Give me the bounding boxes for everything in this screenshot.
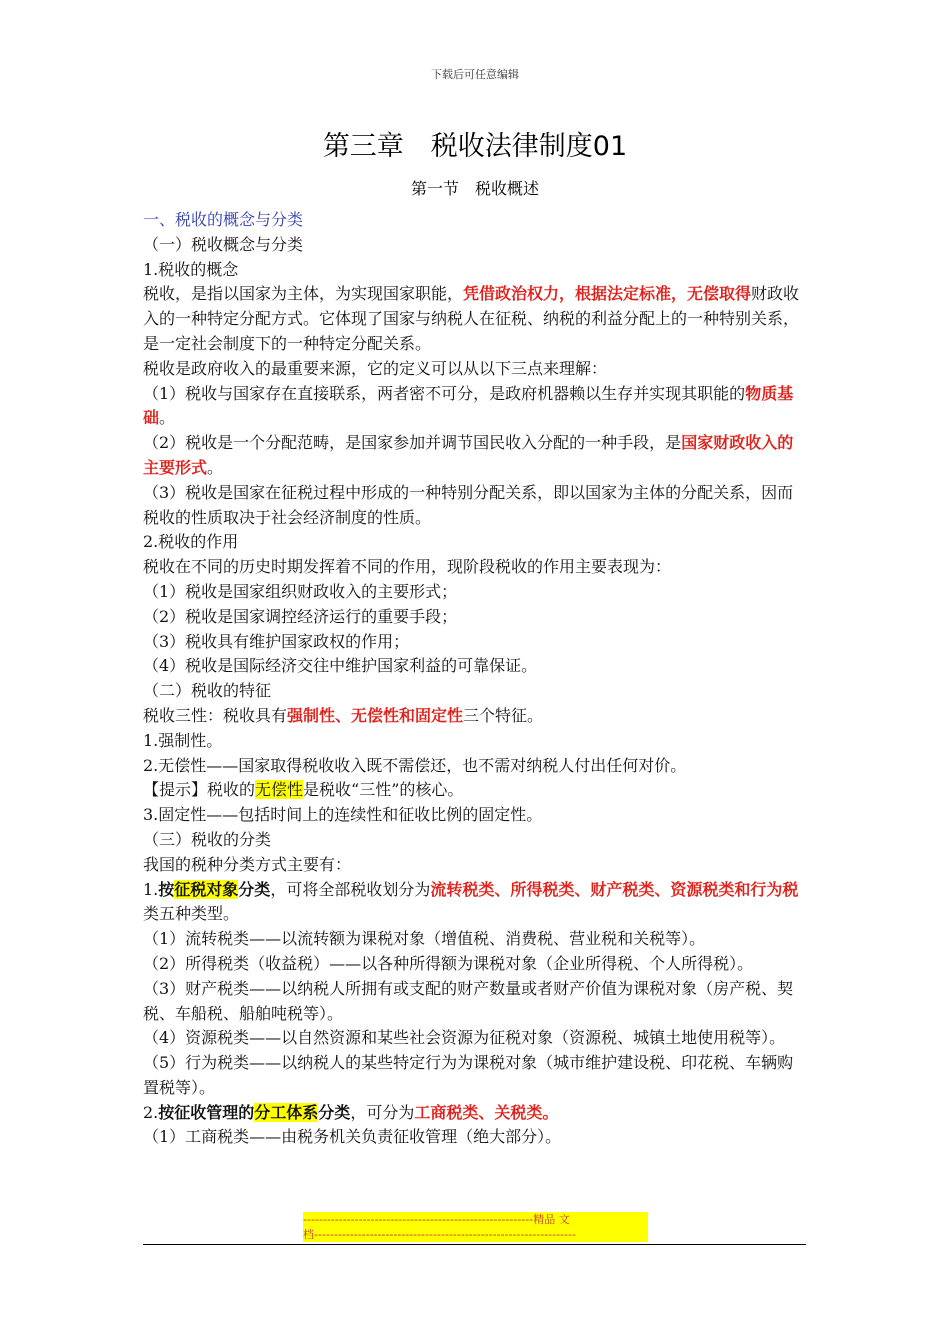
footer-text-line: 档------------------------------------------------------------------ xyxy=(303,1228,576,1241)
classification-by-object xyxy=(143,878,808,928)
list-item: （5）行为税类——以纳税人的某些特定行为为课税对象（城市维护建设税、印花税、车辆购置税等）。 xyxy=(143,1053,794,1097)
highlighted-text: 征税对象 xyxy=(174,879,239,899)
bold-text: 按征收管理的 xyxy=(158,1102,255,1122)
feature-item: 1.强制性。 xyxy=(143,730,223,750)
subheading-features: （二）税收的特征 xyxy=(143,681,272,701)
paragraph-definition xyxy=(143,282,808,356)
text-span: 三个特征。 xyxy=(463,705,544,725)
text-span: 类五种类型。 xyxy=(143,904,240,924)
text-span: 税收，是指以国家为主体，为实现国家职能， xyxy=(143,284,464,304)
bold-text: 分类 xyxy=(318,1102,351,1122)
emphasis-text: 强制性、无偿性和固定性 xyxy=(287,705,464,725)
text-span: 财政收入的一种特定分配方式。它体现了国家与纳税人在征税、纳税的利益分配上的一种特别关系，是一定社会制度下的一种特定分配关系。 xyxy=(143,284,800,353)
feature-item: 2.无偿性——国家取得税收收入既不需偿还，也不需对纳税人付出任何对价。 xyxy=(143,755,687,775)
heading-concept-classification: 一、税收的概念与分类 xyxy=(143,210,304,229)
document-body xyxy=(143,208,808,1150)
list-item: （4）税收是国际经济交往中维护国家利益的可靠保证。 xyxy=(143,656,538,676)
emphasis-text: 流转税类、所得税类、财产税类、资源税类和行为税 xyxy=(430,879,799,899)
text-span: 1. xyxy=(143,879,159,899)
bold-text: 按 xyxy=(158,879,175,899)
text-span: （1）税收与国家存在直接联系，两者密不可分，是政府机器赖以生存并实现其职能的 xyxy=(143,383,746,403)
tip-note xyxy=(143,778,808,803)
list-item: （3）财产税类——以纳税人所拥有或支配的财产数量或者财产价值为课税对象（房产税、契税、车船税、船舶吨税等）。 xyxy=(143,978,794,1023)
item-tax-concept: 1.税收的概念 xyxy=(143,259,239,279)
highlighted-text: 无偿性 xyxy=(255,780,304,800)
paragraph-classification-intro: 我国的税种分类方式主要有： xyxy=(143,854,352,874)
text-span: 2. xyxy=(143,1102,159,1122)
list-item: （1）工商税类——由税务机关负责征收管理（绝大部分）。 xyxy=(143,1127,562,1147)
classification-by-management xyxy=(143,1101,808,1126)
paragraph-point-2 xyxy=(143,431,808,481)
emphasis-text: 凭借政治权力，根据法定标准， xyxy=(463,284,688,304)
paragraph-roles-intro: 税收在不同的历史时期发挥着不同的作用，现阶段税收的作用主要表现为： xyxy=(143,557,672,577)
paragraph-three-features xyxy=(143,704,808,729)
text-span: 是税收“三性”的核心。 xyxy=(303,780,464,800)
footer-divider xyxy=(143,1244,806,1245)
text-span: ，可将全部税收划分为 xyxy=(270,879,431,899)
chapter-title: 第三章 税收法律制度01 xyxy=(322,131,628,162)
text-span: 【提示】税收的 xyxy=(143,780,256,800)
list-item: （1）税收是国家组织财政收入的主要形式； xyxy=(143,581,458,601)
footer-text-line: ----------------------------------------------------------精品 文 xyxy=(303,1213,570,1226)
page-header: 下载后可任意编辑 xyxy=(431,68,519,81)
emphasis-text: 物质基础 xyxy=(143,383,794,428)
emphasis-text: 无偿取得 xyxy=(687,284,752,304)
section-title: 第一节 税收概述 xyxy=(410,179,539,198)
list-item: （1）流转税类——以流转额为课税对象（增值税、消费税、营业税和关税等）。 xyxy=(143,929,706,949)
paragraph-source: 税收是政府收入的最重要来源，它的定义可以从以下三点来理解： xyxy=(143,358,608,378)
text-span: 。 xyxy=(207,457,224,477)
emphasis-text: 工商税类、关税类。 xyxy=(414,1102,559,1122)
item-tax-role: 2.税收的作用 xyxy=(143,532,239,552)
text-span: ，可分为 xyxy=(350,1102,415,1122)
text-span: （2）税收是一个分配范畴，是国家参加并调节国民收入分配的一种手段，是 xyxy=(143,433,682,453)
subheading-classification: （三）税收的分类 xyxy=(143,829,272,849)
list-item: （4）资源税类——以自然资源和某些社会资源为征税对象（资源税、城镇土地使用税等）。 xyxy=(143,1028,786,1048)
list-item: （3）税收具有维护国家政权的作用； xyxy=(143,631,410,651)
text-span: 税收三性：税收具有 xyxy=(143,705,288,725)
footer-watermark xyxy=(303,1212,648,1242)
feature-item: 3.固定性——包括时间上的连续性和征收比例的固定性。 xyxy=(143,805,543,825)
paragraph-point-1 xyxy=(143,382,808,432)
bold-text: 分类 xyxy=(238,879,271,899)
paragraph-point-3: （3）税收是国家在征税过程中形成的一种特别分配关系，即以国家为主体的分配关系，因而税收的性质取决于社会经济制度的性质。 xyxy=(143,482,794,527)
text-span: 。 xyxy=(159,408,176,428)
list-item: （2）税收是国家调控经济运行的重要手段； xyxy=(143,606,458,626)
emphasis-text: 国家财政收入的主要形式 xyxy=(143,433,794,477)
highlighted-text: 分工体系 xyxy=(254,1102,319,1122)
list-item: （2）所得税类（收益税）——以各种所得额为课税对象（企业所得税、个人所得税）。 xyxy=(143,953,754,973)
subheading-concept: （一）税收概念与分类 xyxy=(143,234,304,254)
